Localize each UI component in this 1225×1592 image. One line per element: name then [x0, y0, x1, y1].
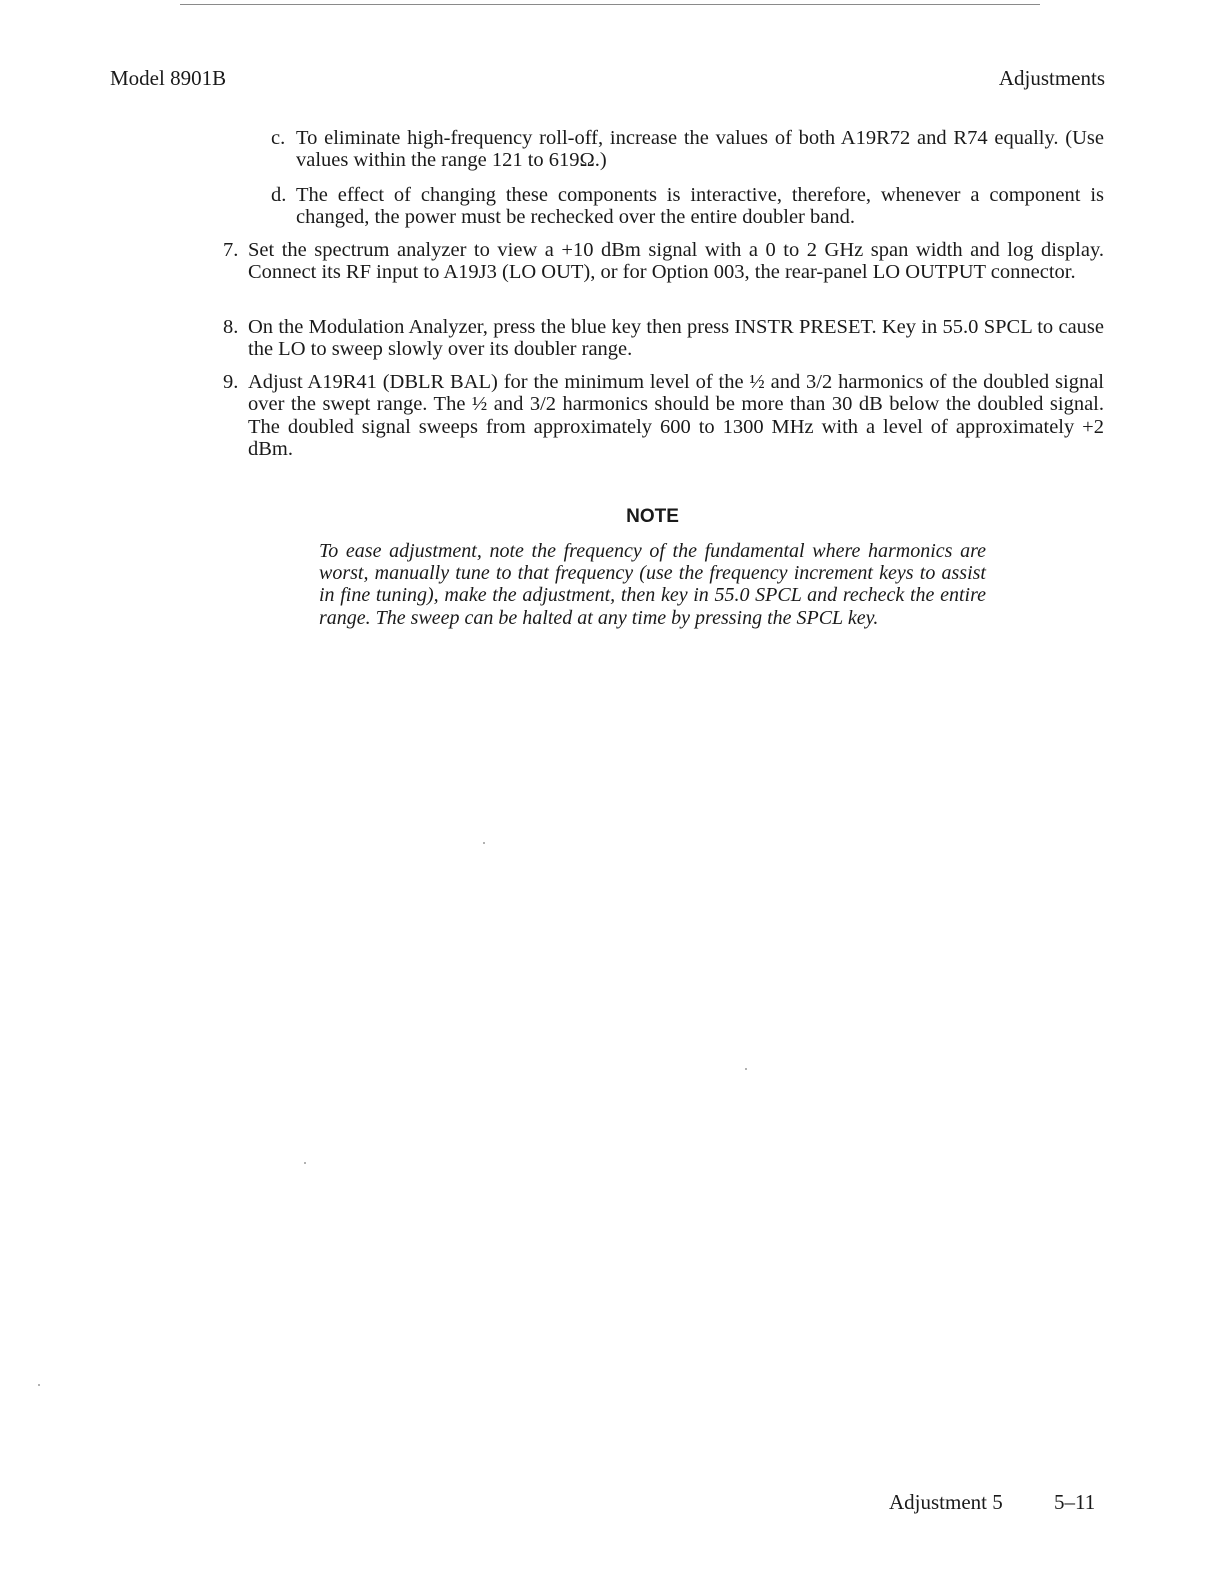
note-body: To ease adjustment, note the frequency of the fundamental where harmonics are worst, manually tune to that frequency (use the frequency increment keys to assist in fine tuning), make the adjustment, then key in 55.0 SPCL and recheck the entire range. The sweep can be halted at any time by pressing the SPCL key.: [319, 540, 986, 629]
footer-section-label: Adjustment 5: [889, 1490, 1003, 1514]
top-rule: [180, 4, 1040, 5]
step-9: [223, 371, 1104, 460]
step-7-marker: 7.: [223, 239, 239, 261]
step-8: [223, 316, 1104, 361]
step-7: [223, 239, 1104, 284]
footer-page-number: 5–11: [1054, 1490, 1096, 1514]
step-8-text: On the Modulation Analyzer, press the blue key then press INSTR PRESET. Key in 55.0 SPCL to cause the LO to sweep slowly over its doubler range.: [248, 316, 1104, 361]
step-7-text: Set the spectrum analyzer to view a +10 dBm signal with a 0 to 2 GHz span width and log display. Connect its RF input to A19J3 (LO OUT), or for Option 003, the rear-panel LO OUTPUT connector.: [248, 239, 1104, 284]
scan-speck: [304, 1162, 306, 1164]
step-c: [271, 127, 1104, 172]
header-model: Model 8901B: [110, 66, 227, 90]
step-9-text: Adjust A19R41 (DBLR BAL) for the minimum level of the ½ and 3/2 harmonics of the doubled signal over the swept range. The ½ and 3/2 harmonics should be more than 30 dB below the doubled signal. The doubled signal sweeps from approximately 600 to 1300 MHz with a level of approximately +2 dBm.: [248, 371, 1104, 460]
step-9-marker: 9.: [223, 371, 239, 393]
note-title: NOTE: [626, 506, 679, 527]
step-d-text: The effect of changing these components is interactive, therefore, whenever a component is changed, the power must be rechecked over the entire doubler band.: [296, 184, 1104, 229]
scan-speck: [38, 1384, 40, 1386]
header-section: Adjustments: [998, 66, 1105, 90]
step-d: [271, 184, 1104, 229]
step-8-marker: 8.: [223, 316, 239, 338]
step-c-text: To eliminate high-frequency roll-off, increase the values of both A19R72 and R74 equally. (Use values within the range 121 to 619Ω.): [296, 127, 1104, 172]
step-d-marker: d.: [271, 184, 287, 206]
scan-speck: [745, 1068, 747, 1070]
step-c-marker: c.: [271, 127, 286, 149]
scan-speck: [483, 842, 485, 844]
